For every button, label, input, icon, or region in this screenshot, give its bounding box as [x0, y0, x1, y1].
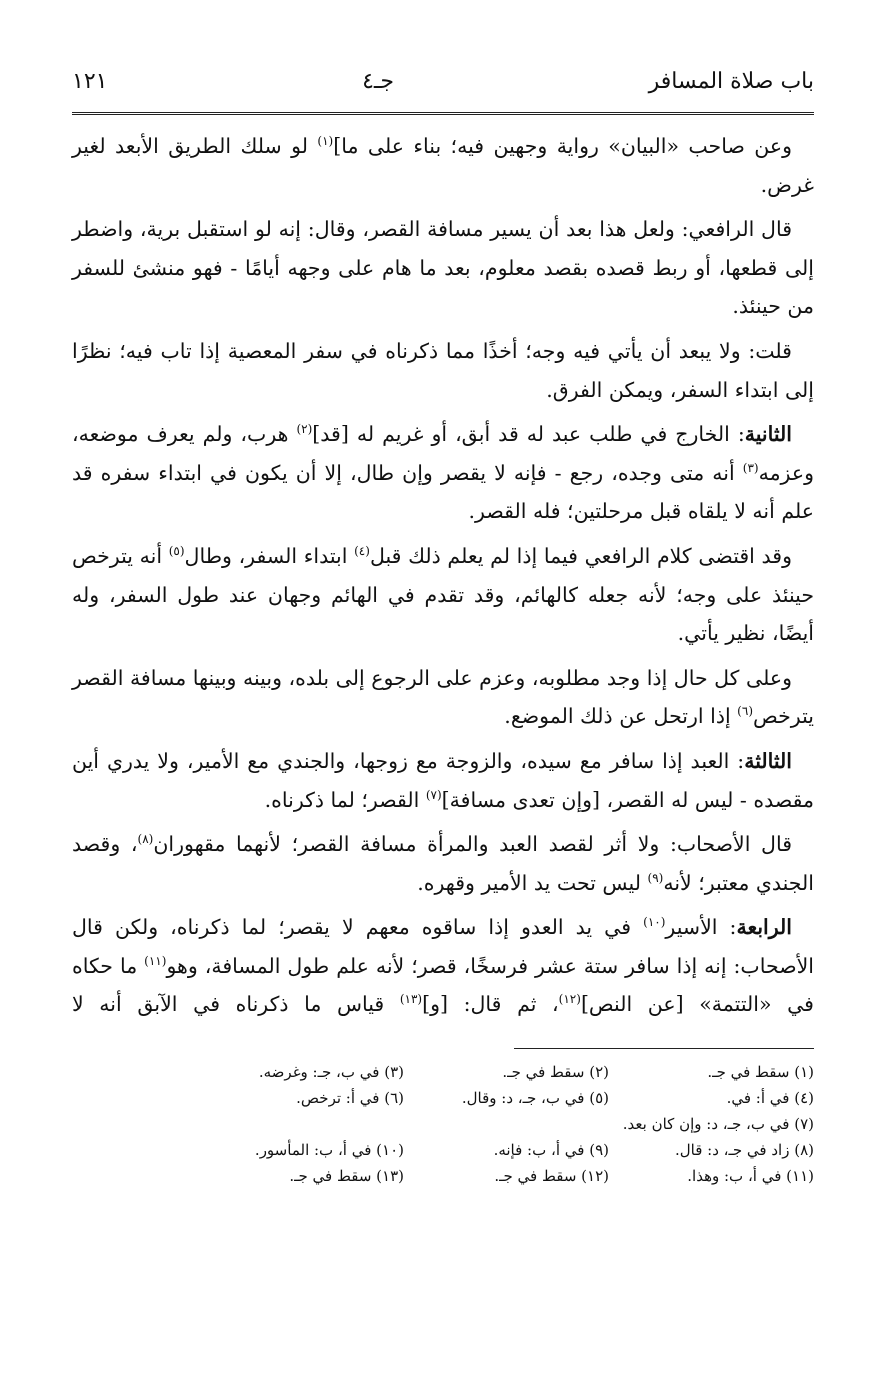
footnote-ref-11[interactable]: (١١): [144, 954, 167, 969]
paragraph-3: [72, 332, 814, 409]
footnote-10: (١٠) في أ، ب: المأسور.: [254, 1141, 404, 1160]
text-run: قياس ما ذكرناه في الآبق أنه لا: [72, 992, 400, 1017]
footnote-2: (٢) سقط في جـ.: [502, 1063, 609, 1082]
footnote-ref-9[interactable]: (٩): [647, 870, 664, 885]
running-header: [72, 68, 814, 102]
section-lead: الثانية: [744, 422, 792, 447]
footnote-7: (٧) في ب، جـ، د: وإن كان بعد.: [622, 1115, 814, 1134]
text-run: : الأسير: [665, 915, 737, 940]
section-lead: الرابعة: [736, 915, 793, 940]
book-page: [72, 68, 814, 1189]
text-run: ، وقصد الجندي معتبر؛ لأنه: [72, 832, 814, 895]
main-text: [72, 127, 814, 1024]
footnote-ref-4[interactable]: (٤): [354, 544, 370, 559]
text-run: ، ثم قال: [و]: [422, 992, 559, 1017]
footnote-9: (٩) في أ، ب: فإنه.: [493, 1141, 609, 1160]
footnote-12: (١٢) سقط في جـ.: [494, 1167, 609, 1186]
text-run: وعن صاحب «البيان» رواية وجهين فيه؛ بناء على ما]: [333, 134, 793, 158]
footnote-8: (٨) زاد في جـ، د: قال.: [674, 1141, 814, 1160]
text-run: إذا ارتحل عن ذلك الموضع.: [504, 704, 738, 729]
text-run: لو سلك الطريق الأبعد لغير غرض.: [72, 134, 814, 197]
paragraph-2: [72, 210, 814, 326]
paragraph-5: [72, 537, 814, 653]
footnote-ref-12[interactable]: (١٢): [558, 992, 581, 1007]
paragraph-9: [72, 908, 814, 1024]
footnote-ref-7[interactable]: (٧): [425, 787, 442, 802]
footnote-1: (١) سقط في جـ.: [707, 1063, 814, 1082]
footnote-row: [72, 1137, 814, 1163]
footnote-row: [72, 1111, 814, 1137]
footnote-11: (١١) في أ، ب: وهذا.: [687, 1167, 814, 1186]
text-run: قلت: ولا يبعد أن يأتي فيه وجه؛ أخذًا مما ذكرناه في سفر المعصية إذا تاب فيه؛ نظرًا إلى ابتداء السفر، ويمكن الفرق.: [72, 338, 814, 402]
footnote-ref-6[interactable]: (٦): [737, 704, 753, 719]
footnote-ref-8[interactable]: (٨): [137, 832, 154, 847]
footnote-row: [72, 1163, 814, 1189]
header-rule: [72, 112, 814, 117]
footnotes: [72, 1059, 814, 1189]
chapter-title: باب صلاة المسافر: [648, 69, 814, 94]
footnote-4: (٤) في أ: في.: [726, 1089, 814, 1108]
text-run: أنه يترخص حينئذ على وجه؛ لأنه جعله كالهائم، وقد تقدم في الهائم وجهان عند طول السفر، وله أيضًا، نظير يأتي.: [72, 543, 814, 646]
footnote-ref-10[interactable]: (١٠): [643, 915, 666, 930]
text-run: وقد اقتضى كلام الرافعي فيما إذا لم يعلم ذلك قبل: [369, 543, 792, 568]
text-run: : العبد إذا سافر مع سيده، والزوجة مع زوجها، والجندي مع الأمير، ولا يدري أين مقصده - ليس له القصر، [وإن تعدى مسافة]: [72, 748, 814, 812]
text-run: القصر؛ لما ذكرناه.: [264, 787, 426, 812]
volume-label: جـ٤: [362, 69, 394, 94]
footnote-ref-13[interactable]: (١٣): [399, 992, 423, 1007]
footnote-ref-2[interactable]: (٢): [296, 422, 313, 437]
footnote-13: (١٣) سقط في جـ.: [289, 1167, 404, 1186]
footnote-ref-3[interactable]: (٣): [742, 460, 759, 475]
text-run: أنه متى وجده، رجع - فإنه لا يقصر وإن طال، إلا أن يكون في ابتداء سفره قد علم أنه لا يلقاه قبل مرحلتين؛ فله القصر.: [72, 460, 814, 524]
section-lead: الثالثة: [744, 748, 792, 773]
text-run: هرب، ولم يعرف موضعه، وعزمه: [72, 422, 814, 485]
text-run: قال الأصحاب: ولا أثر لقصد العبد والمرأة مسافة القصر؛ لأنهما مقهوران: [153, 832, 792, 857]
paragraph-7: [72, 742, 814, 819]
footnote-6: (٦) في أ: ترخص.: [296, 1089, 404, 1108]
footnote-rule: [514, 1048, 814, 1049]
text-run: ابتداء السفر، وطال: [184, 543, 355, 568]
text-run: في يد العدو إذا ساقوه معهم لا يقصر؛ لما ذكرناه، ولكن قال الأصحاب: إنه إذا سافر ستة عشر فرسخًا، قصر؛ لأنه علم طول المسافة، وهو: [72, 915, 814, 978]
paragraph-6: [72, 659, 814, 736]
paragraph-4: [72, 415, 814, 531]
text-run: ليس تحت يد الأمير وقهره.: [417, 870, 648, 895]
text-run: قال الرافعي: ولعل هذا بعد أن يسير مسافة القصر، وقال: إنه لو استقبل برية، واضطر إلى قطعها، أو ربط قصده بقصد معلوم، بعد ما هام على وجهه أيامًا - فهو منشئ للسفر من حينئذ.: [72, 217, 814, 319]
text-run: ما حكاه في «التتمة» [عن النص]: [72, 953, 814, 1017]
page-number: ١٢١: [72, 69, 108, 94]
footnote-row: [72, 1085, 814, 1111]
paragraph-1: [72, 127, 814, 204]
paragraph-8: [72, 825, 814, 902]
footnote-ref-1[interactable]: (١): [317, 134, 334, 149]
text-run: : الخارج في طلب عبد له قد أبق، أو غريم له [قد]: [312, 422, 745, 447]
text-run: وعلى كل حال إذا وجد مطلوبه، وعزم على الرجوع إلى بلده، وبينه وبينها مسافة القصر يترخص: [72, 665, 814, 729]
footnote-5: (٥) في ب، جـ، د: وقال.: [461, 1089, 609, 1108]
footnote-row: [72, 1059, 814, 1085]
footnote-ref-5[interactable]: (٥): [168, 544, 185, 559]
footnote-3: (٣) في ب، جـ: وغرضه.: [258, 1063, 404, 1082]
